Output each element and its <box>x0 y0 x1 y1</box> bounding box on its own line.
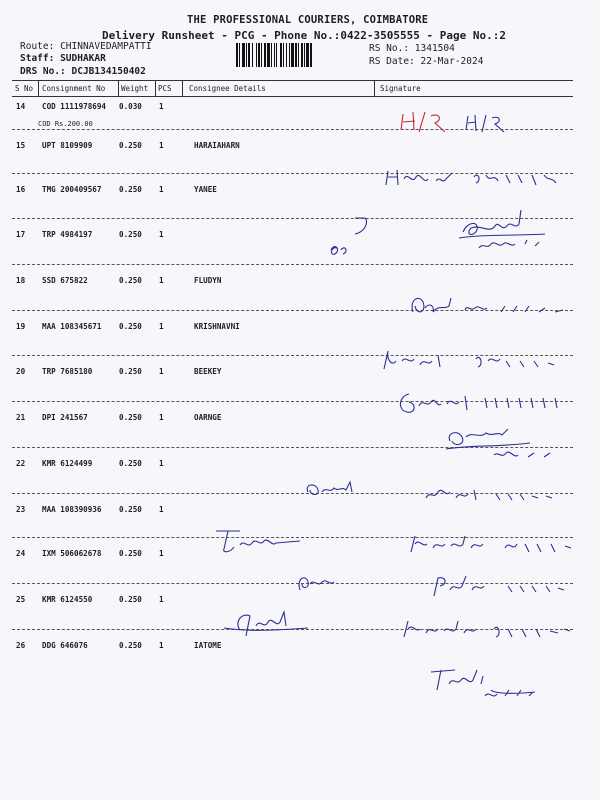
barcode-bar <box>248 43 250 67</box>
company-title: THE PROFESSIONAL COURIERS, COIMBATORE <box>187 14 429 26</box>
handwritten-signature <box>405 530 585 558</box>
col-divider <box>374 81 375 96</box>
cell-consignee: YANEE <box>194 185 217 194</box>
handwritten-signature <box>428 572 578 602</box>
handwritten-signature <box>395 386 575 418</box>
cell-weight: 0.250 <box>119 641 142 650</box>
handwritten-signature <box>220 606 320 644</box>
cell-sno: 21 <box>16 413 26 422</box>
cell-consignment: COD 1111978694 <box>42 102 107 111</box>
column-header-sno: S No <box>15 84 34 93</box>
handwritten-signature <box>405 290 575 325</box>
barcode-bar <box>291 43 294 67</box>
staff-line <box>20 53 106 64</box>
drs-value: DCJB134150402 <box>71 66 146 77</box>
cell-pcs: 1 <box>159 413 164 422</box>
drs-label: DRS No.: <box>20 66 66 77</box>
cell-pcs: 1 <box>159 141 164 150</box>
cell-sno: 19 <box>16 322 26 331</box>
cell-sno: 24 <box>16 549 26 558</box>
barcode-bar <box>256 43 257 67</box>
route-line <box>20 41 152 52</box>
column-header-pcs: PCS <box>158 84 172 93</box>
cell-consignment: UPT 8109909 <box>42 141 93 150</box>
cell-sno: 18 <box>16 276 26 285</box>
cell-pcs: 1 <box>159 230 164 239</box>
cell-consignee: IATOME <box>194 641 222 650</box>
cell-pcs: 1 <box>159 595 164 604</box>
barcode-bar <box>264 43 266 67</box>
rs-date-label: RS Date: <box>369 56 415 67</box>
cell-sno: 25 <box>16 595 26 604</box>
rs-no-label: RS No.: <box>369 43 410 54</box>
cell-consignment: MAA 108390936 <box>42 505 102 514</box>
barcode-bar <box>267 43 270 67</box>
cell-consignment: DPI 241567 <box>42 413 88 422</box>
cell-weight: 0.030 <box>119 102 142 111</box>
barcode-bar <box>306 43 309 67</box>
cell-weight: 0.250 <box>119 459 142 468</box>
cell-pcs: 1 <box>159 367 164 376</box>
column-header-weight: Weight <box>121 84 149 93</box>
col-divider <box>155 81 156 96</box>
cell-pcs: 1 <box>159 185 164 194</box>
barcode-bar <box>261 43 262 67</box>
row-separator <box>12 264 573 265</box>
handwritten-signature <box>210 525 310 557</box>
barcode-bar <box>246 43 247 67</box>
rs-no-value: 1341504 <box>414 43 455 54</box>
staff-value: SUDHAKAR <box>60 53 106 64</box>
cell-consignee: KRISHNAVNI <box>194 322 240 331</box>
handwritten-signature <box>420 480 570 506</box>
handwritten-signature <box>382 165 562 193</box>
cell-weight: 0.250 <box>119 185 142 194</box>
table-header-bottom-border <box>12 96 573 97</box>
handwritten-signature <box>455 204 565 254</box>
handwritten-signature <box>425 660 565 705</box>
cell-consignment: KMR 6124550 <box>42 595 93 604</box>
barcode-bar <box>242 43 245 67</box>
cell-sno: 15 <box>16 141 26 150</box>
table-top-border <box>12 80 573 81</box>
cell-weight: 0.250 <box>119 595 142 604</box>
barcode-bar <box>252 43 253 67</box>
cell-sno: 14 <box>16 102 26 111</box>
cell-consignee: BEEKEY <box>194 367 222 376</box>
cell-sno: 26 <box>16 641 26 650</box>
cell-weight: 0.250 <box>119 322 142 331</box>
staff-label: Staff: <box>20 53 55 64</box>
barcode-bar <box>301 43 303 67</box>
cell-sno: 23 <box>16 505 26 514</box>
handwritten-signature <box>290 568 340 596</box>
col-divider <box>118 81 119 96</box>
cell-sno: 20 <box>16 367 26 376</box>
handwritten-signature <box>440 425 570 463</box>
barcode-bar <box>286 43 287 67</box>
barcode-bar <box>283 43 284 67</box>
barcode-bar <box>239 43 240 67</box>
cod-amount-note: COD Rs.200.00 <box>38 120 93 128</box>
route-label: Route: <box>20 41 55 52</box>
column-header-signature: Signature <box>380 84 421 93</box>
cell-consignment: SSD 675822 <box>42 276 88 285</box>
handwritten-mark <box>325 210 385 260</box>
drs-line <box>20 66 146 77</box>
barcode-bar <box>274 43 275 67</box>
cell-consignment: TRP 7685180 <box>42 367 93 376</box>
barcode-bar <box>236 43 238 67</box>
rs-no-line <box>369 43 455 54</box>
cell-consignment: TRP 4984197 <box>42 230 93 239</box>
runsheet-subtitle: Delivery Runsheet - PCG - Phone No.:0422-3505555 - Page No.:2 <box>102 29 506 42</box>
cell-weight: 0.250 <box>119 276 142 285</box>
barcode-bar <box>280 43 282 67</box>
cell-pcs: 1 <box>159 276 164 285</box>
col-divider <box>182 81 183 96</box>
cell-consignment: MAA 108345671 <box>42 322 102 331</box>
barcode-bar <box>276 43 277 67</box>
cell-consignment: IXM 506062678 <box>42 549 102 558</box>
cell-pcs: 1 <box>159 505 164 514</box>
barcode-image <box>236 43 356 67</box>
cell-sno: 16 <box>16 185 26 194</box>
cell-pcs: 1 <box>159 549 164 558</box>
cell-pcs: 1 <box>159 322 164 331</box>
handwritten-signature <box>300 478 360 502</box>
handwritten-signature <box>460 112 520 134</box>
handwritten-signature <box>395 108 465 136</box>
barcode-bar <box>258 43 260 67</box>
cell-consignee: FLUDYN <box>194 276 222 285</box>
cell-consignment: TMG 200409567 <box>42 185 102 194</box>
handwritten-signature <box>398 615 578 645</box>
cell-consignment: KMR 6124499 <box>42 459 93 468</box>
barcode-bar <box>271 43 272 67</box>
barcode-bar <box>289 43 290 67</box>
cell-weight: 0.250 <box>119 141 142 150</box>
cell-sno: 17 <box>16 230 26 239</box>
cell-pcs: 1 <box>159 459 164 468</box>
column-header-consignment: Consignment No <box>42 84 106 93</box>
barcode-bar <box>298 43 299 67</box>
rs-date-line <box>369 56 483 67</box>
cell-consignee: OARNGE <box>194 413 222 422</box>
barcode-bar <box>295 43 297 67</box>
cell-weight: 0.250 <box>119 230 142 239</box>
cell-consignment: DDG 646076 <box>42 641 88 650</box>
barcode-bar <box>310 43 312 67</box>
barcode-bar <box>304 43 305 67</box>
cell-pcs: 1 <box>159 102 164 111</box>
column-header-consignee: Consignee Details <box>189 84 266 93</box>
cell-weight: 0.250 <box>119 413 142 422</box>
rs-date-value: 22-Mar-2024 <box>420 56 484 67</box>
cell-weight: 0.250 <box>119 505 142 514</box>
cell-sno: 22 <box>16 459 26 468</box>
cell-weight: 0.250 <box>119 367 142 376</box>
cell-pcs: 1 <box>159 641 164 650</box>
col-divider <box>38 81 39 96</box>
cell-weight: 0.250 <box>119 549 142 558</box>
route-value: CHINNAVEDAMPATTI <box>60 41 152 52</box>
handwritten-signature <box>378 345 563 375</box>
cell-consignee: HARAIAHARN <box>194 141 240 150</box>
